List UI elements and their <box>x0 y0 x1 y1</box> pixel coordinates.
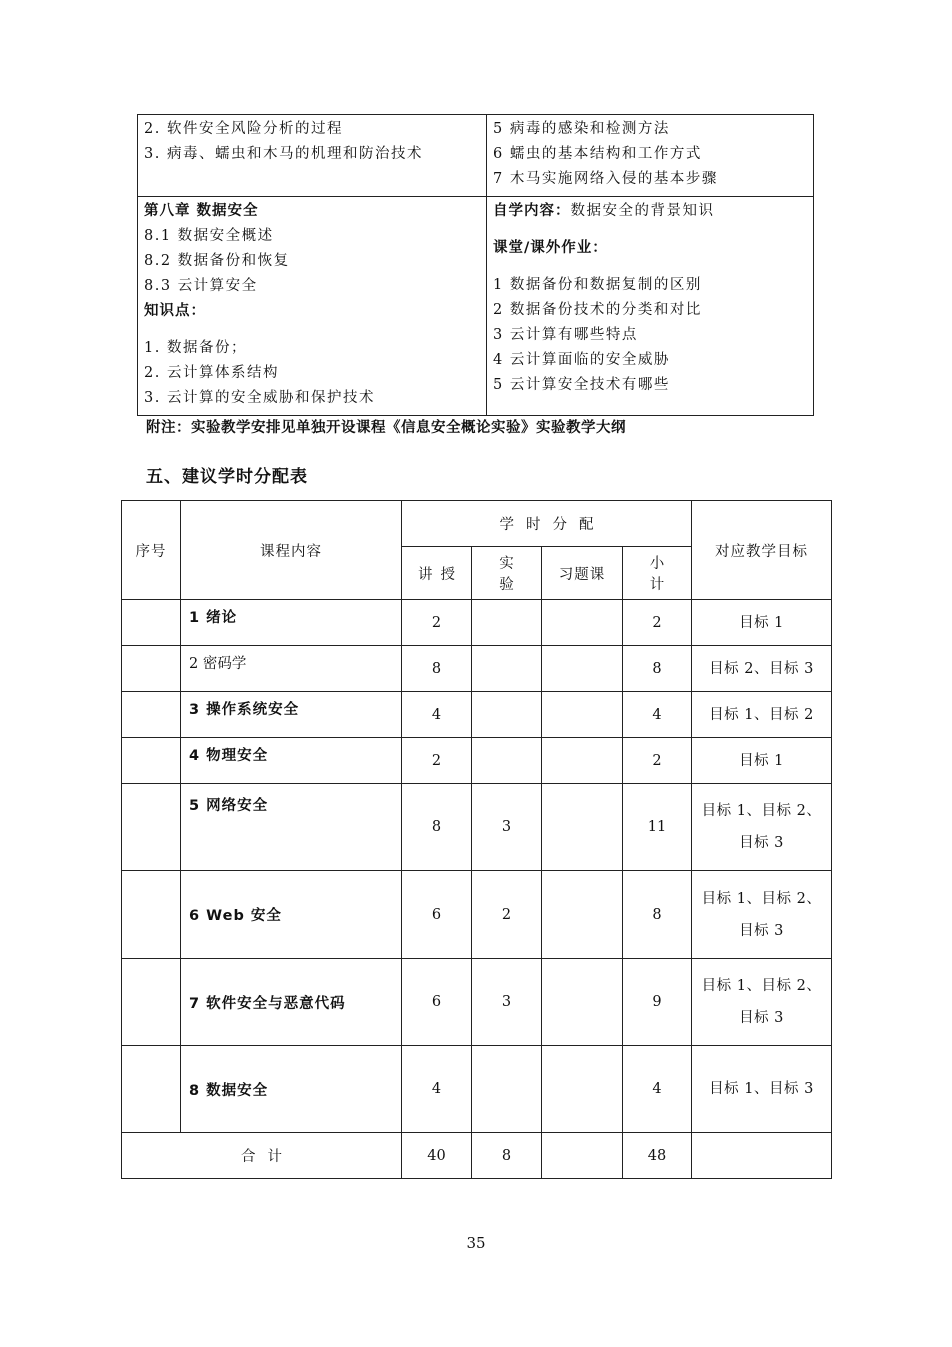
row-lecture: 8 <box>402 646 472 692</box>
table-row <box>122 871 832 959</box>
row-seq <box>122 646 181 692</box>
table-row <box>122 600 832 646</box>
total-row <box>122 1133 832 1179</box>
section-item: 8.2 数据备份和恢复 <box>144 253 290 269</box>
row-seq <box>122 1046 181 1133</box>
table-row <box>122 646 832 692</box>
row-content: 5 网络安全 <box>181 784 402 871</box>
row-content: 1 绪论 <box>181 600 402 646</box>
row-subtotal: 2 <box>623 600 692 646</box>
row-content: 4 物理安全 <box>181 738 402 784</box>
row-subtotal: 8 <box>623 646 692 692</box>
row-lecture: 6 <box>402 959 472 1046</box>
row-seq <box>122 959 181 1046</box>
table-row <box>122 1046 832 1133</box>
row-exercise <box>542 646 623 692</box>
row-subtotal: 8 <box>623 871 692 959</box>
header-seq: 序号 <box>122 501 181 600</box>
self-study-label: 自学内容： <box>493 203 571 219</box>
row-goal: 目标 2、目标 3 <box>692 646 832 692</box>
homework-item: 6 蠕虫的基本结构和工作方式 <box>493 146 702 162</box>
header-goal: 对应教学目标 <box>692 501 832 600</box>
row-seq <box>122 692 181 738</box>
homework-item: 1 数据备份和数据复制的区别 <box>493 277 702 293</box>
knowledge-point: 3. 云计算的安全威胁和保护技术 <box>144 390 375 406</box>
syllabus-row-chapter8 <box>138 197 814 416</box>
row-exercise <box>542 959 623 1046</box>
section-item: 8.3 云计算安全 <box>144 278 258 294</box>
row-content: 7 软件安全与恶意代码 <box>181 959 402 1046</box>
row-subtotal: 2 <box>623 738 692 784</box>
total-goal <box>692 1133 832 1179</box>
row-content: 3 操作系统安全 <box>181 692 402 738</box>
row-content: 8 数据安全 <box>181 1046 402 1133</box>
row-lecture: 8 <box>402 784 472 871</box>
chapter8-study-cell <box>487 197 814 416</box>
table-row <box>122 784 832 871</box>
header-row <box>122 501 832 547</box>
knowledge-point: 1. 数据备份； <box>144 340 247 356</box>
row-seq <box>122 738 181 784</box>
homework-item: 5 云计算安全技术有哪些 <box>493 377 670 393</box>
row-seq <box>122 784 181 871</box>
homework-item: 2 数据备份技术的分类和对比 <box>493 302 702 318</box>
row-exercise <box>542 784 623 871</box>
homework-item: 3 云计算有哪些特点 <box>493 327 638 343</box>
page-number: 35 <box>466 1234 486 1252</box>
row-goal: 目标 1 <box>692 738 832 784</box>
row-goal: 目标 1、目标 3 <box>692 1046 832 1133</box>
table-row <box>122 692 832 738</box>
header-content: 课程内容 <box>181 501 402 600</box>
row-goal: 目标 1、目标 2、 目标 3 <box>692 959 832 1046</box>
row-lab <box>472 738 542 784</box>
row-seq <box>122 600 181 646</box>
chapter8-content-cell <box>138 197 487 416</box>
row-lecture: 2 <box>402 738 472 784</box>
row-lab: 3 <box>472 959 542 1046</box>
header-lecture: 讲授 <box>402 547 472 600</box>
knowledge-point: 2. 软件安全风险分析的过程 <box>144 121 343 137</box>
knowledge-label: 知识点： <box>144 303 206 319</box>
row-lecture: 4 <box>402 1046 472 1133</box>
self-study-text: 数据安全的背景知识 <box>570 203 715 219</box>
row-seq <box>122 871 181 959</box>
header-subtotal: 小计 <box>623 547 692 600</box>
header-exercise: 习题课 <box>542 547 623 600</box>
row-goal: 目标 1、目标 2、 目标 3 <box>692 784 832 871</box>
homework-item: 4 云计算面临的安全威胁 <box>493 352 670 368</box>
row-subtotal: 4 <box>623 1046 692 1133</box>
section-title: 五、建议学时分配表 <box>146 467 308 487</box>
syllabus-table <box>137 114 814 416</box>
total-lecture: 40 <box>402 1133 472 1179</box>
homework-item: 5 病毒的感染和检测方法 <box>493 121 670 137</box>
syllabus-row-chapter7 <box>138 115 814 197</box>
row-subtotal: 9 <box>623 959 692 1046</box>
total-label: 合计 <box>122 1133 402 1179</box>
row-subtotal: 4 <box>623 692 692 738</box>
row-exercise <box>542 600 623 646</box>
row-exercise <box>542 738 623 784</box>
total-subtotal: 48 <box>623 1133 692 1179</box>
row-content: 6 Web 安全 <box>181 871 402 959</box>
knowledge-point: 2. 云计算体系结构 <box>144 365 279 381</box>
row-lecture: 2 <box>402 600 472 646</box>
row-lecture: 6 <box>402 871 472 959</box>
table-row <box>122 959 832 1046</box>
row-goal: 目标 1、目标 2、 目标 3 <box>692 871 832 959</box>
chapter7-knowledge-cell <box>138 115 487 197</box>
total-exercise <box>542 1133 623 1179</box>
row-lab <box>472 646 542 692</box>
total-lab: 8 <box>472 1133 542 1179</box>
homework-label: 课堂/课外作业： <box>493 240 608 256</box>
row-goal: 目标 1 <box>692 600 832 646</box>
knowledge-point: 3. 病毒、蠕虫和木马的机理和防治技术 <box>144 146 423 162</box>
homework-item: 7 木马实施网络入侵的基本步骤 <box>493 171 718 187</box>
row-goal: 目标 1、目标 2 <box>692 692 832 738</box>
row-exercise <box>542 1046 623 1133</box>
row-lab <box>472 1046 542 1133</box>
row-content: 2 密码学 <box>181 646 402 692</box>
chapter7-homework-cell <box>487 115 814 197</box>
row-exercise <box>542 692 623 738</box>
chapter-title: 第八章 数据安全 <box>144 203 259 219</box>
row-lecture: 4 <box>402 692 472 738</box>
row-lab <box>472 600 542 646</box>
table-row <box>122 738 832 784</box>
hours-allocation-table <box>121 500 832 1179</box>
row-subtotal: 11 <box>623 784 692 871</box>
header-lab: 实验 <box>472 547 542 600</box>
row-exercise <box>542 871 623 959</box>
row-lab <box>472 692 542 738</box>
footnote: 附注：实验教学安排见单独开设课程《信息安全概论实验》实验教学大纲 <box>146 420 626 436</box>
row-lab: 2 <box>472 871 542 959</box>
section-item: 8.1 数据安全概述 <box>144 228 274 244</box>
header-hours: 学时分配 <box>402 501 692 547</box>
row-lab: 3 <box>472 784 542 871</box>
